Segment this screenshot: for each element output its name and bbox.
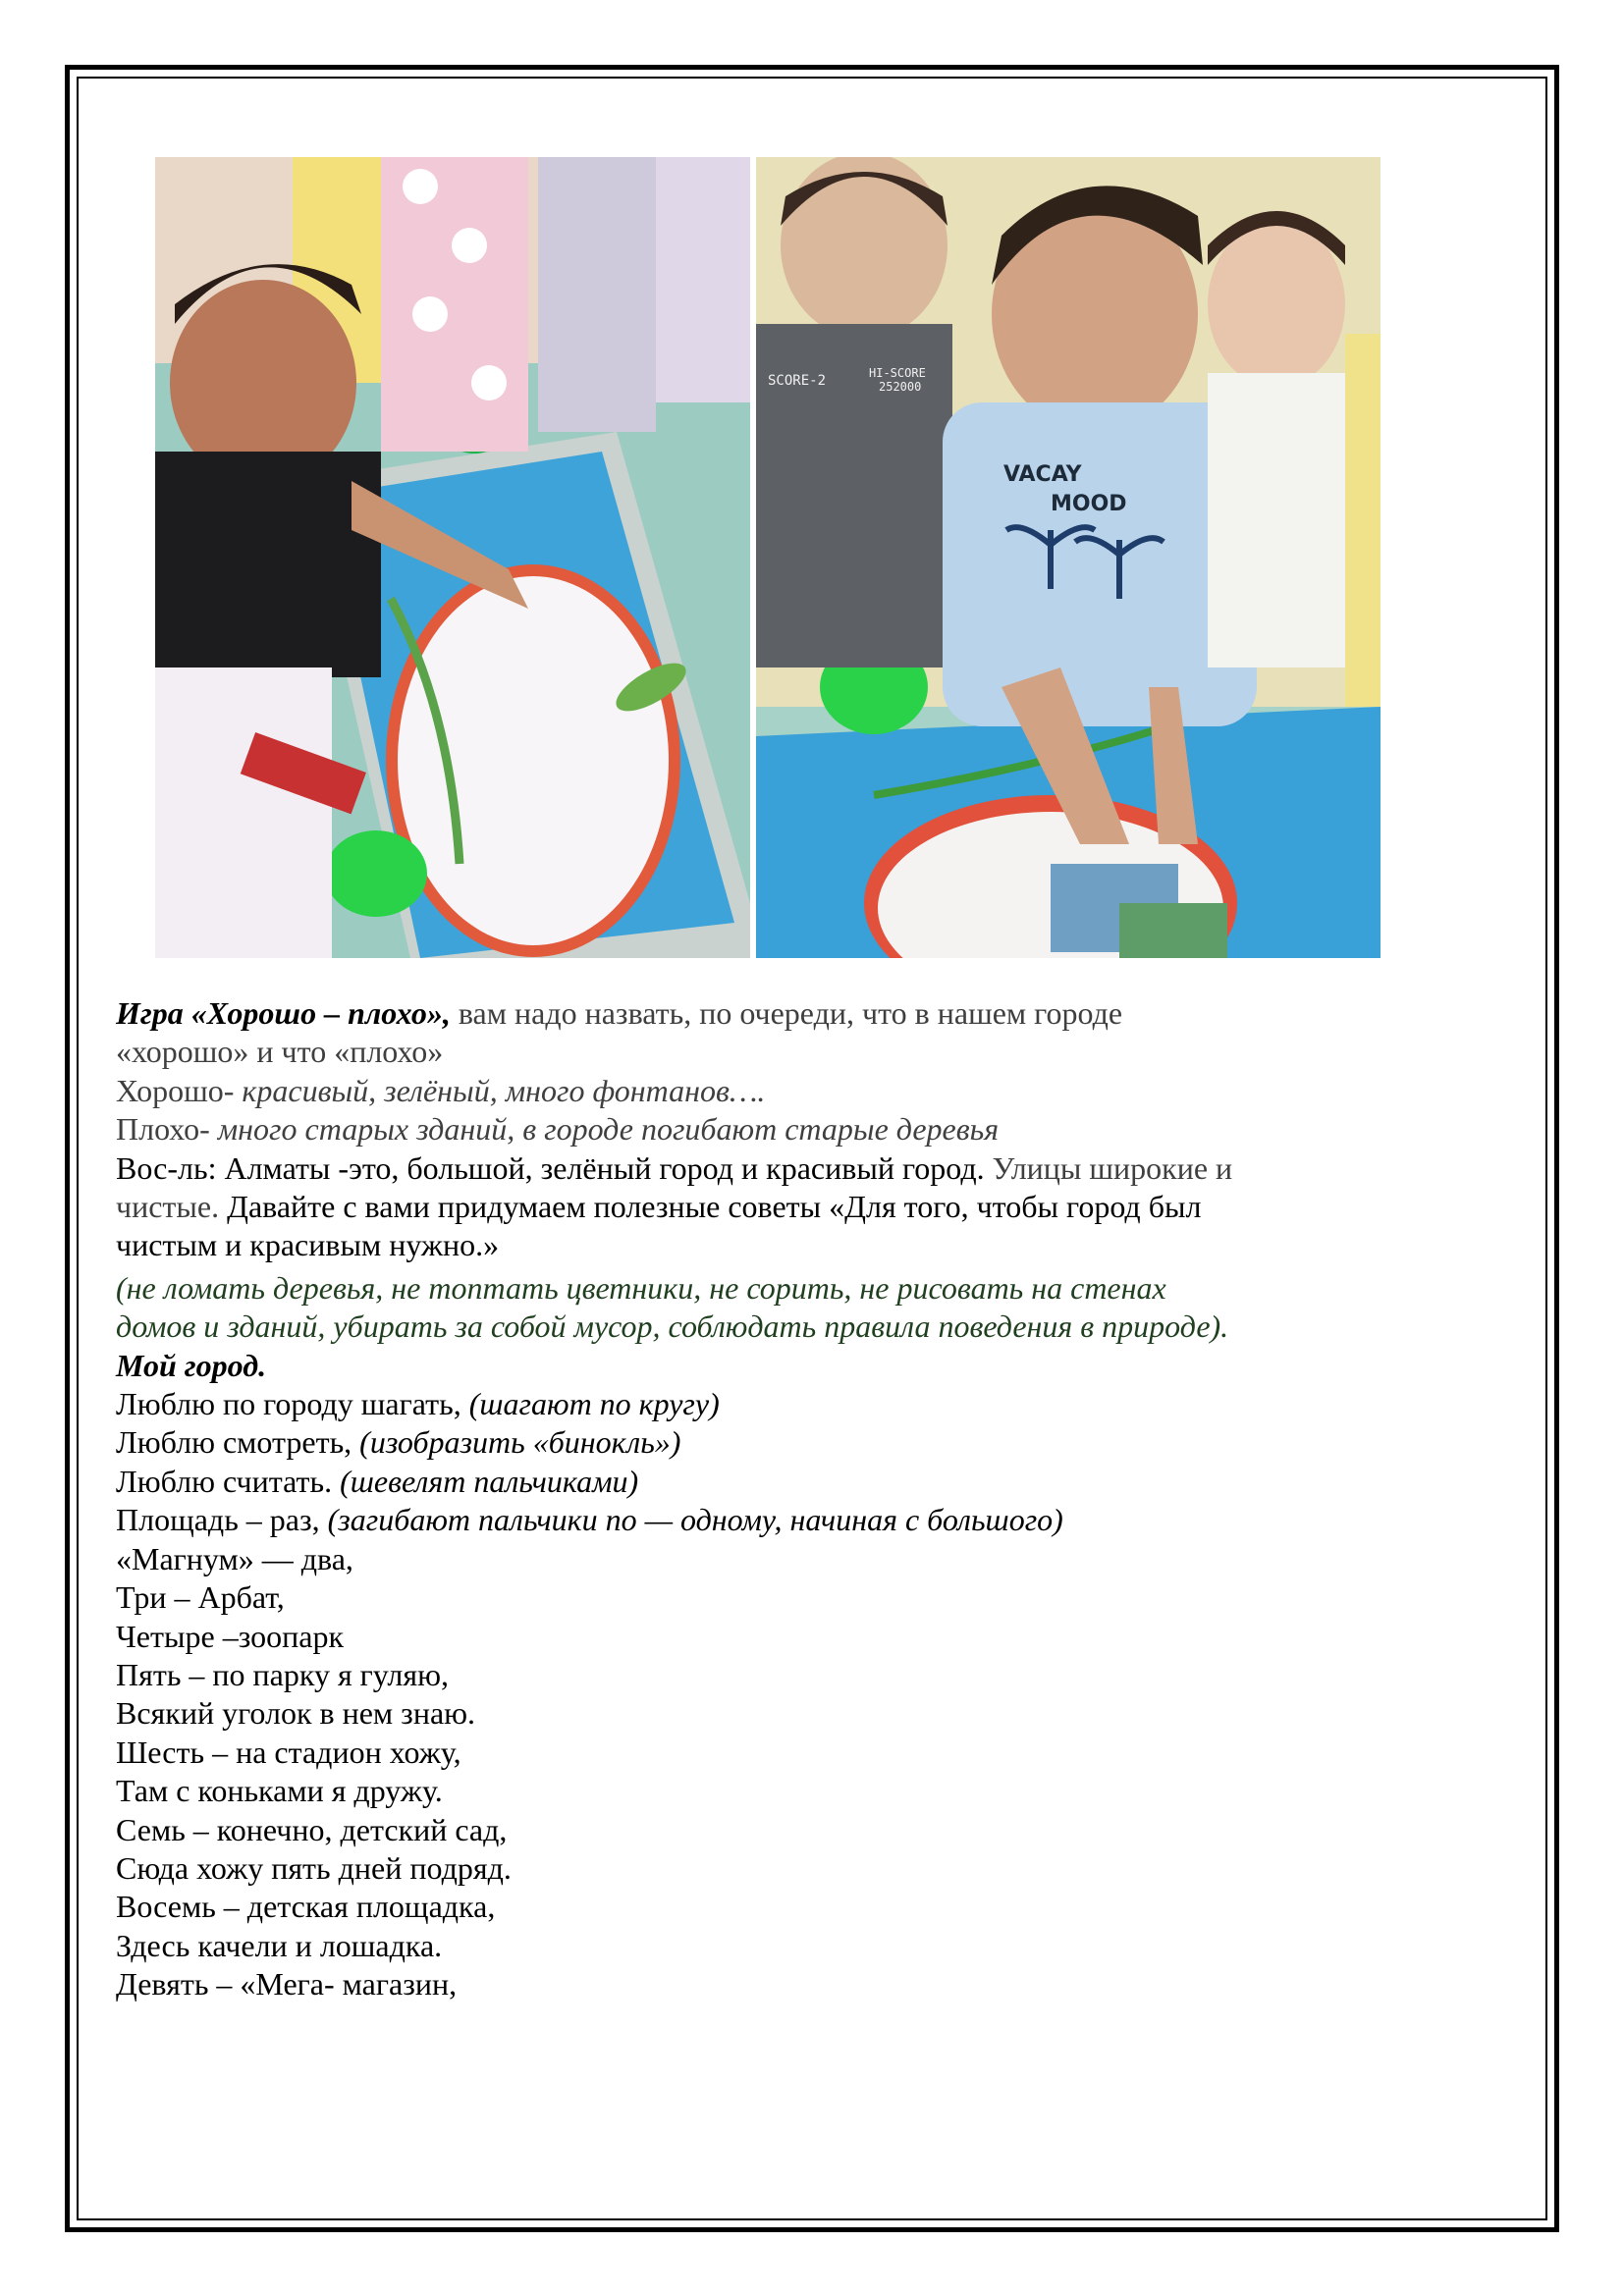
poem-line bbox=[116, 1772, 1490, 1810]
bad-label: Плохо- bbox=[116, 1111, 218, 1148]
poem-line bbox=[116, 1734, 1490, 1772]
shirt-vacay-text: VACAY bbox=[1003, 462, 1082, 487]
game-intro-line-2: «хорошо» и что «плохо» bbox=[116, 1034, 444, 1070]
poem-line-text: Люблю считать. bbox=[116, 1463, 341, 1499]
poem-line-text: Сюда хожу пять дней подряд. bbox=[116, 1849, 512, 1886]
poem-line bbox=[116, 1540, 1490, 1578]
bad-line bbox=[116, 1110, 1490, 1148]
poem-line bbox=[116, 1965, 1490, 2003]
poem-line bbox=[116, 1501, 1490, 1539]
good-label: Хорошо- bbox=[116, 1072, 243, 1108]
teacher-text-2a: чистые. bbox=[116, 1189, 220, 1225]
poem-line-note: (шагают по кругу) bbox=[468, 1386, 720, 1422]
poem-line-text: Люблю по городу шагать, bbox=[116, 1386, 469, 1422]
teacher-text-1b: Улицы широкие и bbox=[984, 1149, 1233, 1186]
poem-line-note: (загибают пальчики по — одному, начиная с большого) bbox=[327, 1502, 1063, 1538]
game-intro-text: вам надо назвать, по очереди, что в нашем городе bbox=[450, 995, 1123, 1031]
poem-line-text: Всякий уголок в нем знаю. bbox=[116, 1695, 476, 1732]
poem-line-text: Восемь – детская площадка, bbox=[116, 1889, 496, 1925]
poem-line-text: Люблю смотреть, bbox=[116, 1424, 360, 1461]
poem-line bbox=[116, 1849, 1490, 1888]
poem-line-text: Девять – «Мега- магазин, bbox=[116, 1966, 458, 2002]
poem-line bbox=[116, 1463, 1490, 1501]
good-line bbox=[116, 1072, 1490, 1110]
poem-line bbox=[116, 1385, 1490, 1423]
shirt-mood-text: MOOD bbox=[1051, 492, 1127, 516]
poem-line-text: Три – Арбат, bbox=[116, 1579, 285, 1616]
poem-line bbox=[116, 1656, 1490, 1694]
good-examples: красивый, зелёный, много фонтанов…. bbox=[242, 1072, 766, 1108]
photo-children-left bbox=[155, 157, 750, 958]
poem-line-text: Семь – конечно, детский сад, bbox=[116, 1811, 508, 1847]
photo-children-right bbox=[756, 157, 1380, 958]
advice-line-1: (не ломать деревья, не топтать цветники, не сорить, не рисовать на стенах bbox=[116, 1269, 1166, 1306]
poem-line-text: Здесь качели и лошадка. bbox=[116, 1927, 443, 1963]
poem-line-note: (изобразить «бинокль») bbox=[359, 1424, 681, 1461]
teacher-line-1 bbox=[116, 1149, 1490, 1188]
shirt-score-text: SCORE-2 bbox=[768, 373, 827, 389]
teacher-text-2b: Давайте с вами придумаем полезные советы «Для того, чтобы город был bbox=[219, 1189, 1202, 1225]
shirt-hiscore-value: 252000 bbox=[879, 380, 922, 394]
poem-line bbox=[116, 1694, 1490, 1733]
poem-title: Мой город. bbox=[116, 1347, 267, 1383]
poem-line-text: Четыре –зоопарк bbox=[116, 1618, 345, 1654]
shirt-hiscore-text: HI-SCORE bbox=[869, 366, 926, 380]
poem-line-text: Шесть – на стадион хожу, bbox=[116, 1734, 461, 1770]
poem-line bbox=[116, 1888, 1490, 1926]
teacher-line-2 bbox=[116, 1188, 1490, 1226]
poem-line bbox=[116, 1578, 1490, 1617]
game-intro-line-1 bbox=[116, 994, 1490, 1033]
bad-examples: много старых зданий, в городе погибают старые деревья bbox=[217, 1111, 1000, 1148]
teacher-line-3: чистым и красивым нужно.» bbox=[116, 1227, 500, 1263]
document-text bbox=[116, 994, 1490, 2004]
poem-line bbox=[116, 1618, 1490, 1656]
game-title: Игра «Хорошо – плохо», bbox=[116, 995, 451, 1031]
poem-line-text: «Магнум» — два, bbox=[116, 1540, 353, 1576]
poem-line bbox=[116, 1811, 1490, 1849]
poem-line bbox=[116, 1927, 1490, 1965]
poem-line-note: (шевелят пальчиками) bbox=[340, 1463, 639, 1499]
poem-line bbox=[116, 1423, 1490, 1462]
poem-line-text: Пять – по парку я гуляю, bbox=[116, 1656, 449, 1692]
advice-line-2: домов и зданий, убирать за собой мусор, соблюдать правила поведения в природе). bbox=[116, 1308, 1229, 1345]
teacher-text-1a: Вос-ль: Алматы -это, большой, зелёный город и красивый город. bbox=[116, 1149, 985, 1186]
photo-collage bbox=[155, 157, 1380, 958]
poem-line-text: Там с коньками я дружу. bbox=[116, 1773, 443, 1809]
poem-line-text: Площадь – раз, bbox=[116, 1502, 328, 1538]
